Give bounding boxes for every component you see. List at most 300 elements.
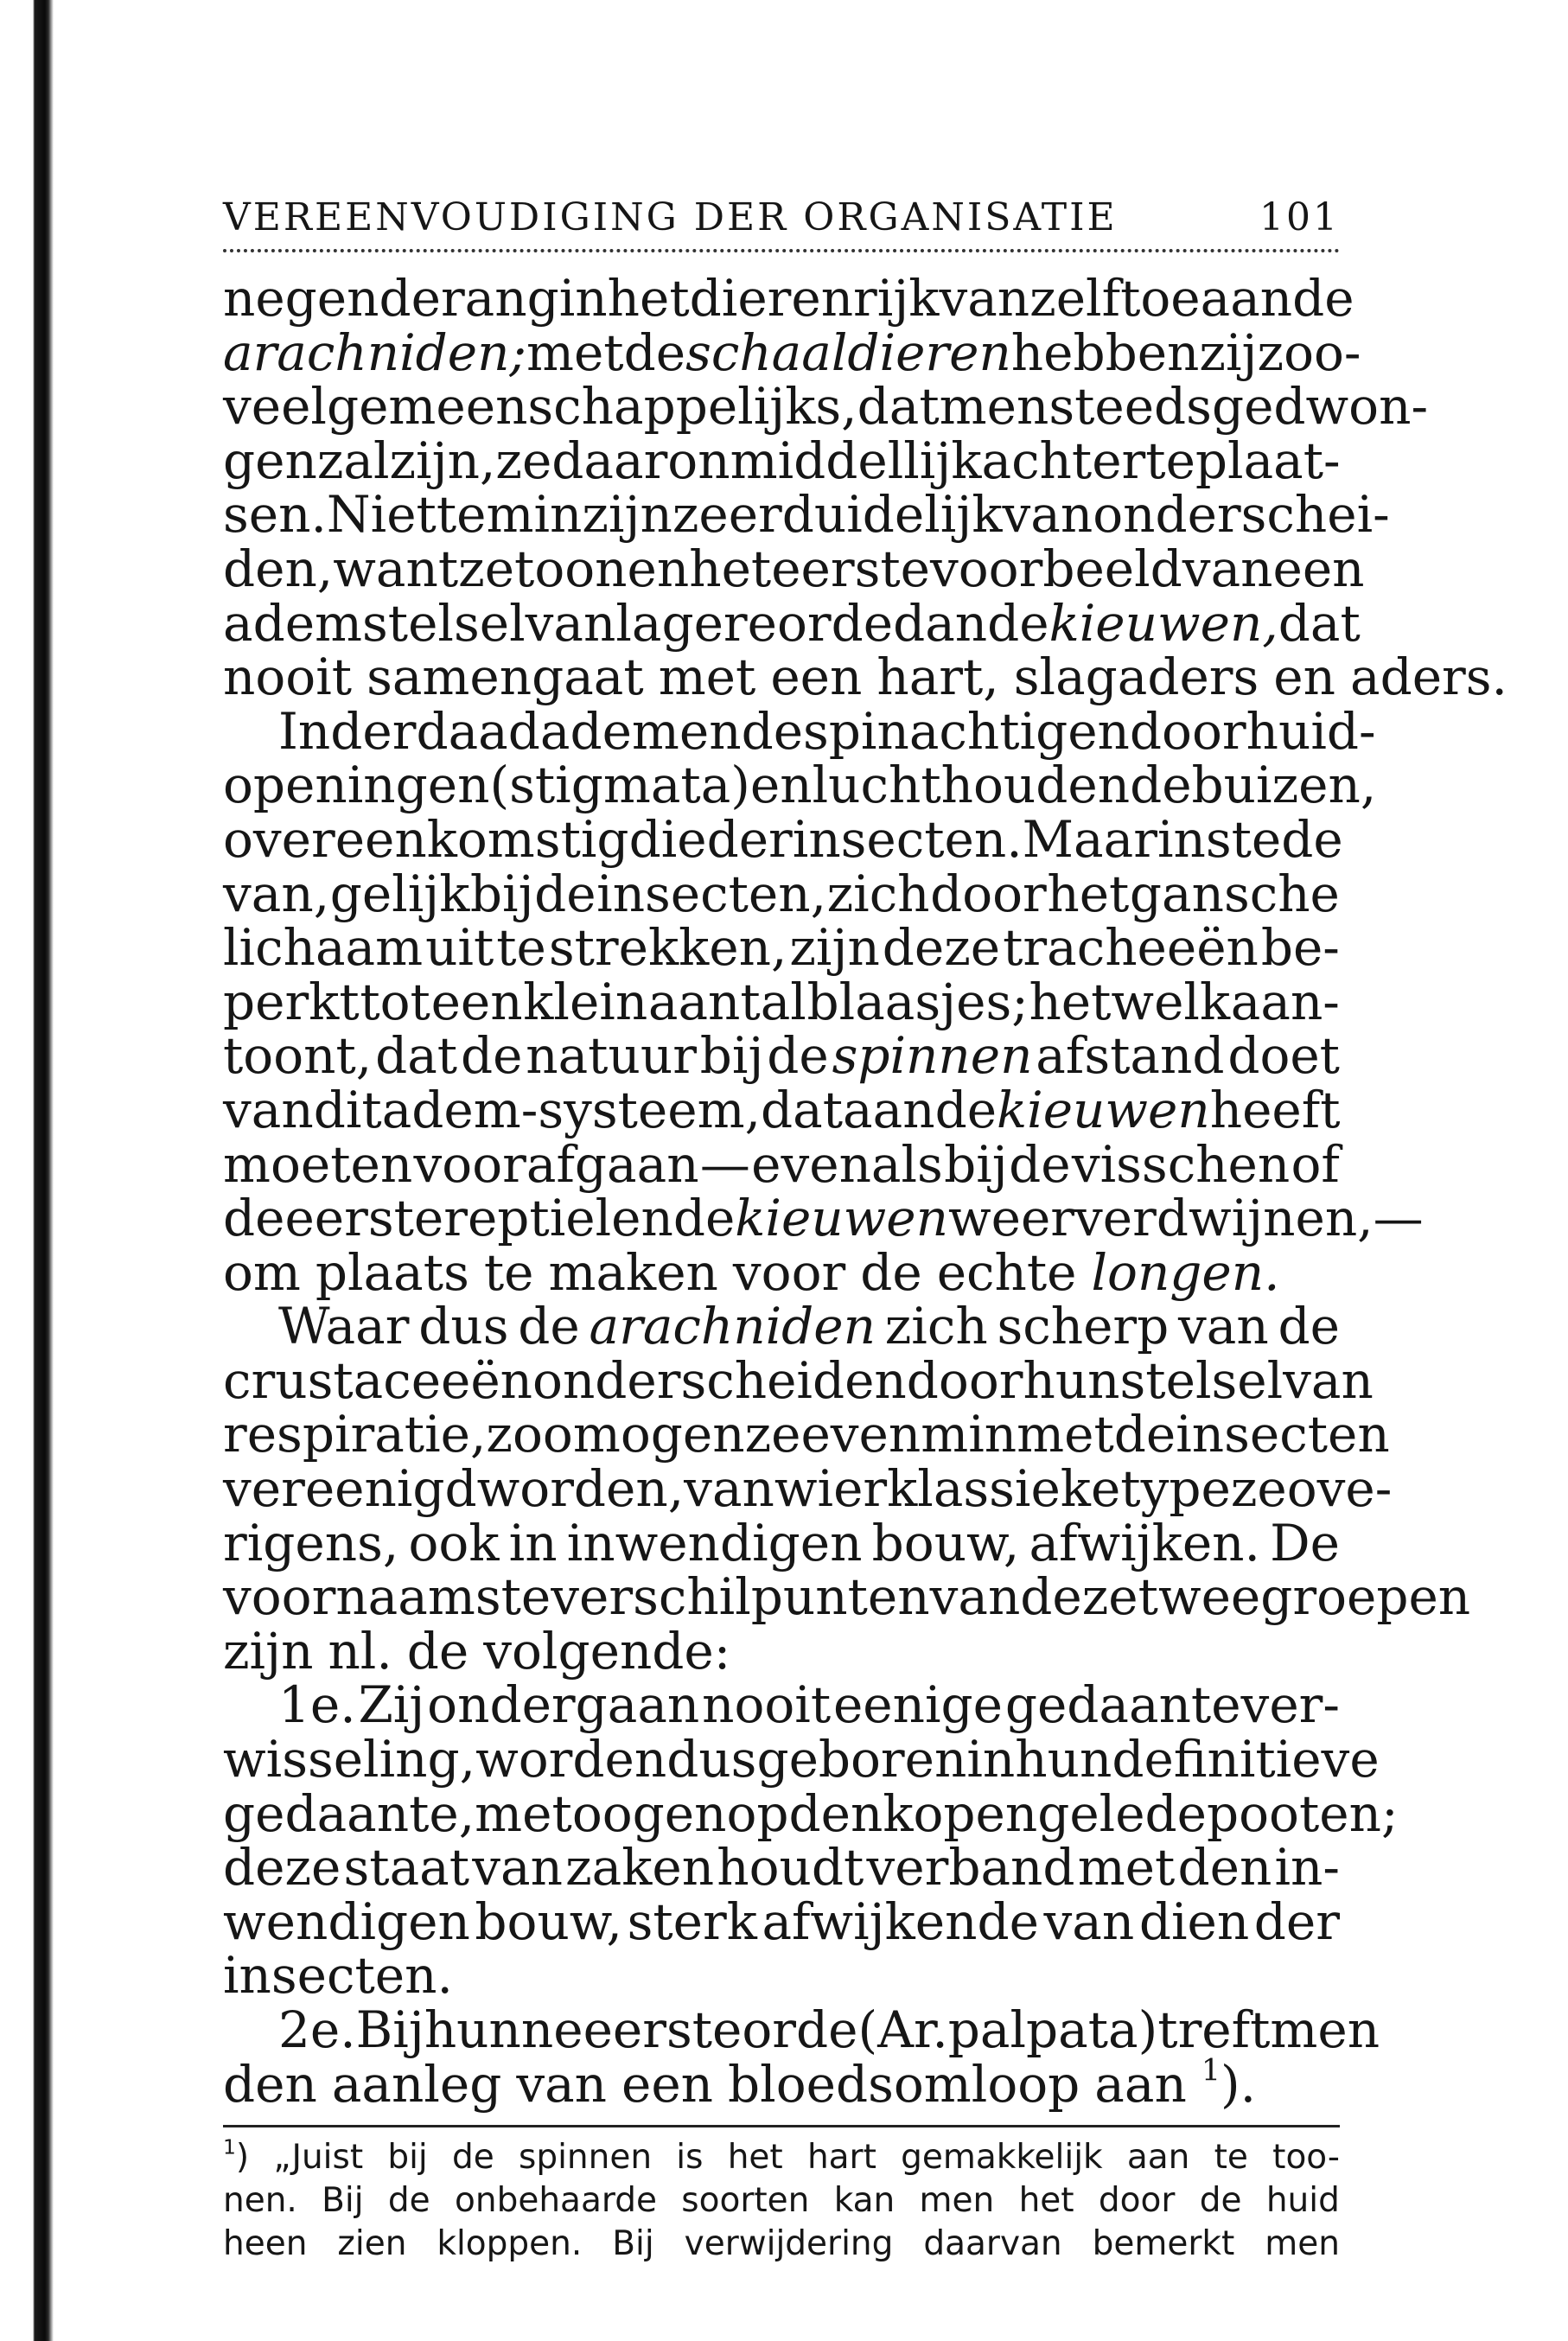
word: dien bbox=[1138, 1891, 1250, 1951]
word: de bbox=[223, 1189, 285, 1248]
word: type bbox=[1120, 1459, 1231, 1519]
word: onderscheiden bbox=[532, 1350, 907, 1410]
word: van bbox=[929, 1567, 1021, 1627]
word: eerste bbox=[583, 2000, 743, 2059]
word: bij bbox=[944, 1134, 1008, 1194]
word: moeten bbox=[223, 1134, 413, 1194]
text-line bbox=[223, 647, 1507, 707]
word: dat bbox=[761, 1080, 844, 1139]
word: twee bbox=[1138, 1567, 1261, 1627]
word: steeds bbox=[1049, 377, 1212, 437]
text-line bbox=[223, 1783, 1399, 1843]
word: om bbox=[223, 1242, 301, 1302]
word: men bbox=[1270, 2000, 1380, 2059]
word: gemeenschappelijks, bbox=[326, 377, 857, 437]
header-dotted-rule bbox=[223, 249, 1340, 252]
word: stede bbox=[1205, 809, 1343, 869]
word: „Juist bbox=[273, 2138, 364, 2178]
word: de bbox=[452, 2138, 494, 2178]
text-line bbox=[223, 1946, 1340, 2006]
word: aan bbox=[1094, 2054, 1187, 2114]
word: 1e. bbox=[278, 1675, 356, 1735]
word: (Ar. bbox=[857, 2000, 948, 2059]
word: de bbox=[1278, 1297, 1340, 1356]
book-page bbox=[223, 195, 1507, 2266]
word: en bbox=[975, 1783, 1038, 1843]
word: scherp bbox=[997, 1297, 1170, 1356]
word: er bbox=[728, 485, 782, 545]
word: eerste bbox=[284, 1189, 444, 1248]
word: zijn bbox=[223, 1621, 314, 1681]
word: onderschei- bbox=[1093, 485, 1390, 545]
word: voorafgaan bbox=[413, 1134, 699, 1194]
word: aders. bbox=[1349, 647, 1507, 707]
word: dat bbox=[1278, 593, 1361, 653]
word: gelede bbox=[1037, 1783, 1207, 1843]
word: sen. bbox=[223, 485, 327, 545]
paragraph-first-line bbox=[223, 1299, 1340, 1354]
text-line bbox=[223, 918, 1340, 978]
word: be- bbox=[1260, 918, 1340, 978]
word: bemerkt bbox=[1092, 2224, 1235, 2264]
word: evenals bbox=[751, 1134, 943, 1194]
word: op bbox=[726, 1783, 789, 1843]
word: bij bbox=[469, 864, 534, 923]
word: een bbox=[770, 647, 863, 707]
word: ze bbox=[744, 1405, 801, 1464]
word: in- bbox=[1274, 1838, 1340, 1898]
word: gedaante, bbox=[223, 1783, 475, 1843]
word: de bbox=[934, 1080, 998, 1139]
word: eenige bbox=[832, 1675, 1003, 1735]
word: palpata) bbox=[947, 2000, 1158, 2059]
word: insecten. bbox=[792, 809, 1023, 869]
word: verdwijnen, bbox=[1074, 1189, 1374, 1248]
word: deze bbox=[882, 918, 1001, 978]
word: staat bbox=[343, 1838, 470, 1898]
word: kan bbox=[833, 2181, 896, 2221]
word: zoo- bbox=[1257, 322, 1361, 382]
word: hart, bbox=[876, 647, 999, 707]
word: in bbox=[558, 269, 608, 328]
word: bij bbox=[699, 1026, 764, 1086]
word: want bbox=[333, 539, 459, 598]
word: ze bbox=[495, 431, 552, 490]
text-line bbox=[223, 1242, 1340, 1302]
text-line bbox=[223, 1730, 1380, 1789]
word: blaasjes; bbox=[806, 972, 1029, 1031]
word: hetwelk bbox=[1029, 972, 1231, 1031]
word: orde bbox=[776, 593, 894, 653]
word: de bbox=[387, 2181, 430, 2221]
word: van, bbox=[223, 864, 330, 923]
word: Waar bbox=[278, 1297, 410, 1356]
word: Bij bbox=[322, 2181, 364, 2221]
word: deze bbox=[223, 1838, 341, 1898]
word: aantal bbox=[647, 972, 806, 1031]
word: bij bbox=[387, 2138, 428, 2178]
word: huid- bbox=[1246, 701, 1376, 761]
word: vereenigd bbox=[223, 1459, 477, 1519]
text-line bbox=[223, 322, 1361, 382]
word: toonen bbox=[514, 539, 690, 598]
word: tot bbox=[360, 972, 430, 1031]
word: wisseling, bbox=[223, 1730, 476, 1789]
word: toont, bbox=[223, 1026, 373, 1086]
word: nooit bbox=[223, 647, 353, 707]
word: gansche bbox=[1129, 864, 1340, 923]
word: plaats bbox=[315, 1242, 469, 1302]
word: het bbox=[727, 2138, 783, 2178]
text-line bbox=[223, 1513, 1340, 1572]
word: klein bbox=[523, 972, 648, 1031]
word: der bbox=[706, 809, 793, 869]
text-line bbox=[223, 1838, 1340, 1898]
word: $^1$) bbox=[223, 2134, 250, 2178]
word: aan- bbox=[1230, 972, 1340, 1031]
word: de bbox=[1113, 1405, 1176, 1464]
word: de bbox=[460, 1026, 523, 1086]
word: gen bbox=[223, 431, 317, 490]
word: reptielen bbox=[443, 1189, 673, 1248]
word: ademen bbox=[539, 701, 742, 761]
word: 2e. bbox=[278, 2000, 356, 2059]
word: dierenrijk bbox=[689, 269, 940, 328]
word: volgende: bbox=[483, 1621, 731, 1681]
word: natuur bbox=[526, 1026, 697, 1086]
word: klassieke bbox=[887, 1459, 1121, 1519]
word: too- bbox=[1272, 2138, 1340, 2178]
word: van bbox=[1002, 485, 1093, 545]
word: oogen bbox=[571, 1783, 727, 1843]
word: en bbox=[749, 756, 813, 815]
footnote-rule bbox=[223, 2125, 1340, 2127]
paragraph-first-line bbox=[223, 701, 1376, 761]
word: wier bbox=[774, 1459, 888, 1519]
word: het bbox=[607, 269, 690, 328]
word: onbehaarde bbox=[455, 2181, 657, 2221]
word: afwijkende bbox=[762, 1891, 1039, 1951]
text-line bbox=[223, 539, 1365, 598]
word: dat bbox=[857, 377, 940, 437]
word: aan bbox=[843, 1080, 935, 1139]
word: evenmin bbox=[800, 1405, 1017, 1464]
word: Inderdaad bbox=[278, 701, 540, 761]
word: te bbox=[483, 1242, 534, 1302]
word: tracheeën bbox=[1003, 918, 1259, 978]
word: eerste bbox=[771, 539, 930, 598]
word: groepen bbox=[1260, 1567, 1471, 1627]
word: de bbox=[1199, 2181, 1242, 2221]
text-line bbox=[223, 1891, 1340, 1951]
text-line bbox=[223, 1080, 1341, 1139]
word: van bbox=[684, 1459, 774, 1519]
word: zelf bbox=[1029, 269, 1121, 328]
list-item-first-line bbox=[223, 2000, 1380, 2059]
word: en bbox=[1273, 647, 1335, 707]
word: bouw, bbox=[871, 1513, 1020, 1572]
word: adem-systeem, bbox=[381, 1080, 762, 1139]
word: hunne bbox=[424, 2000, 583, 2059]
word: door bbox=[930, 864, 1047, 923]
word: de bbox=[623, 322, 686, 382]
word: door bbox=[906, 1350, 1023, 1410]
word: het bbox=[1047, 864, 1130, 923]
word: nl. bbox=[328, 1621, 392, 1681]
word: doet bbox=[1227, 1026, 1340, 1086]
word: zijn bbox=[582, 485, 672, 545]
word: men bbox=[1265, 2224, 1340, 2264]
word: toe bbox=[1120, 269, 1201, 328]
word: of bbox=[1291, 1134, 1340, 1194]
word: zich bbox=[826, 864, 930, 923]
word: de bbox=[860, 1242, 922, 1302]
page-number: 101 bbox=[1259, 195, 1340, 239]
text-line bbox=[223, 1189, 1424, 1248]
text-line bbox=[223, 269, 1354, 328]
word: hun bbox=[1015, 1730, 1112, 1789]
word: afstand bbox=[1036, 1026, 1225, 1086]
word: den bbox=[1177, 1838, 1272, 1898]
word: ook bbox=[408, 1513, 500, 1572]
word: van bbox=[1043, 1891, 1135, 1951]
word: van bbox=[516, 2054, 608, 2114]
word: inwendigen bbox=[566, 1513, 863, 1572]
word: het bbox=[1018, 2181, 1074, 2221]
text-line bbox=[223, 1350, 1374, 1410]
word: slagaders bbox=[1013, 647, 1259, 707]
text-line bbox=[223, 1026, 1340, 1086]
word: daar bbox=[551, 431, 668, 490]
word: zaken bbox=[565, 1838, 715, 1898]
text-line bbox=[223, 809, 1343, 869]
word: voornaamste bbox=[223, 1567, 551, 1627]
word: gedaantever- bbox=[1004, 1675, 1340, 1735]
word: uit bbox=[425, 918, 494, 978]
chapter-title: VEREENVOUDIGING DER ORGANISATIE bbox=[223, 195, 1118, 239]
word: dan bbox=[893, 593, 988, 653]
word: Maar bbox=[1022, 809, 1157, 869]
word: geboren bbox=[756, 1730, 967, 1789]
word: kop bbox=[883, 1783, 976, 1843]
word: aan bbox=[1126, 2138, 1190, 2178]
word: te bbox=[1214, 2138, 1248, 2178]
word: pooten; bbox=[1207, 1783, 1399, 1843]
text-line bbox=[223, 1459, 1393, 1519]
word: gemakkelijk bbox=[901, 2138, 1103, 2178]
word: ove- bbox=[1286, 1459, 1393, 1519]
word: zien bbox=[337, 2224, 407, 2264]
word: zijn, bbox=[389, 431, 496, 490]
word: de bbox=[534, 864, 596, 923]
word: dus bbox=[666, 1730, 757, 1789]
word: huid bbox=[1265, 2181, 1340, 2221]
list-item-first-line bbox=[223, 1675, 1340, 1735]
word: den bbox=[223, 2054, 317, 2114]
word: ademstelsel bbox=[223, 593, 526, 653]
word: longen. bbox=[1091, 1242, 1280, 1302]
word: is bbox=[676, 2138, 704, 2178]
word: de bbox=[406, 1621, 469, 1681]
word: buizen, bbox=[1191, 756, 1377, 815]
running-head bbox=[223, 195, 1340, 249]
word: plaat- bbox=[1195, 431, 1341, 490]
footnote-line bbox=[223, 2223, 1340, 2266]
word: dus bbox=[418, 1297, 509, 1356]
word: houdt bbox=[717, 1838, 864, 1898]
word: gelijk bbox=[329, 864, 470, 923]
word: te bbox=[1145, 431, 1195, 490]
word: bloedsomloop bbox=[728, 2054, 1080, 2114]
text-line bbox=[223, 593, 1361, 653]
word: verwijdering bbox=[684, 2224, 894, 2264]
word: ze bbox=[672, 485, 729, 545]
word: zoo bbox=[486, 1405, 573, 1464]
text-line bbox=[223, 377, 1429, 437]
word: met bbox=[658, 647, 756, 707]
word: een bbox=[430, 972, 523, 1031]
word: den bbox=[788, 1783, 883, 1843]
word: spinnen bbox=[832, 1026, 1033, 1086]
word: rigens, bbox=[223, 1513, 399, 1572]
word: van bbox=[1178, 1297, 1269, 1356]
word: de bbox=[767, 1026, 829, 1086]
word: hebben bbox=[1010, 322, 1200, 382]
word: men bbox=[939, 377, 1049, 437]
word: van bbox=[1182, 539, 1273, 598]
word: lichaam bbox=[223, 918, 424, 978]
word: Bij bbox=[355, 2000, 424, 2059]
word: zal bbox=[316, 431, 390, 490]
word: het bbox=[689, 539, 772, 598]
word: hart bbox=[806, 2138, 876, 2178]
word: stelsel bbox=[1119, 1350, 1284, 1410]
text-line bbox=[223, 972, 1340, 1031]
word: met bbox=[1077, 1838, 1176, 1898]
word: achter bbox=[981, 431, 1146, 490]
word: van bbox=[939, 269, 1030, 328]
text-line bbox=[223, 1567, 1471, 1627]
word: Zij bbox=[358, 1675, 425, 1735]
word: die bbox=[628, 809, 707, 869]
word: nooit bbox=[702, 1675, 832, 1735]
word: met bbox=[475, 1783, 572, 1843]
word: orde bbox=[742, 2000, 858, 2059]
word: — bbox=[1373, 1189, 1424, 1248]
word: lagere bbox=[615, 593, 777, 653]
word: voor bbox=[732, 1242, 846, 1302]
word: de bbox=[741, 701, 804, 761]
word: worden, bbox=[476, 1459, 685, 1519]
book-binding-edge bbox=[0, 0, 54, 2341]
footnote-line bbox=[223, 2179, 1340, 2223]
word: dat bbox=[375, 1026, 458, 1086]
word: dit bbox=[313, 1080, 382, 1139]
word: duidelijk bbox=[781, 485, 1003, 545]
body-text bbox=[223, 269, 1507, 2114]
word: visschen bbox=[1071, 1134, 1291, 1194]
text-line bbox=[223, 1621, 1340, 1681]
word: in bbox=[966, 1730, 1016, 1789]
word: insecten. bbox=[223, 1946, 453, 2006]
word: voorbeeld bbox=[930, 539, 1182, 598]
word: den, bbox=[223, 539, 334, 598]
word: mogen bbox=[572, 1405, 745, 1464]
word: sterk bbox=[627, 1891, 757, 1951]
word: kloppen. bbox=[437, 2224, 583, 2264]
word: insecten, bbox=[596, 864, 827, 923]
word: de bbox=[1292, 269, 1354, 328]
word: schaaldieren bbox=[685, 322, 1011, 382]
word: echte bbox=[936, 1242, 1077, 1302]
word: van bbox=[223, 1080, 314, 1139]
word: spinnen bbox=[519, 2138, 653, 2178]
word: wendigen bbox=[223, 1891, 470, 1951]
word: de bbox=[672, 1189, 736, 1248]
word: verband bbox=[866, 1838, 1075, 1898]
word: daarvan bbox=[923, 2224, 1062, 2264]
word: negende bbox=[223, 269, 441, 328]
footnote-line bbox=[223, 2136, 1340, 2179]
word: met bbox=[1017, 1405, 1114, 1464]
word: door bbox=[1098, 2181, 1176, 2221]
word: $^1$). bbox=[1201, 2053, 1257, 2114]
word: de bbox=[987, 593, 1049, 653]
word: aan bbox=[1200, 269, 1293, 328]
word: door bbox=[1129, 701, 1246, 761]
word: gedwon- bbox=[1211, 377, 1429, 437]
word: maken bbox=[548, 1242, 718, 1302]
text-line bbox=[223, 431, 1341, 490]
word: van bbox=[525, 593, 616, 653]
text-line bbox=[223, 2053, 1340, 2114]
word: respiratie, bbox=[223, 1405, 487, 1464]
word: deze bbox=[1020, 1567, 1138, 1627]
word: de bbox=[518, 1297, 580, 1356]
word: crustaceeën bbox=[223, 1350, 533, 1410]
word: een bbox=[621, 2054, 714, 2114]
word: De bbox=[1270, 1513, 1340, 1572]
footnote bbox=[223, 2136, 1340, 2266]
word: heeft bbox=[1209, 1080, 1341, 1139]
word: worden bbox=[475, 1730, 667, 1789]
word: perkt bbox=[223, 972, 360, 1031]
word: soorten bbox=[681, 2181, 810, 2221]
word: ze bbox=[458, 539, 515, 598]
word: van bbox=[472, 1838, 563, 1898]
word: (stigmata) bbox=[489, 756, 750, 815]
word: bouw, bbox=[475, 1891, 622, 1951]
word: men bbox=[919, 2181, 995, 2221]
word: een bbox=[1272, 539, 1365, 598]
word: openingen bbox=[223, 756, 490, 815]
word: aanleg bbox=[331, 2054, 502, 2114]
word: — bbox=[699, 1134, 750, 1194]
word: van bbox=[1283, 1350, 1374, 1410]
word: onmiddellijk bbox=[667, 431, 982, 490]
word: treft bbox=[1157, 2000, 1271, 2059]
word: met bbox=[526, 322, 624, 382]
word: nen. bbox=[223, 2181, 297, 2221]
word: insecten bbox=[1176, 1405, 1390, 1464]
word: Bij bbox=[612, 2224, 654, 2264]
word: samengaat bbox=[367, 647, 644, 707]
word: kieuwen, bbox=[1049, 593, 1278, 653]
word: Niettemin bbox=[326, 485, 583, 545]
word: kieuwen bbox=[735, 1189, 948, 1248]
word: arachniden bbox=[589, 1297, 876, 1356]
word: ze bbox=[1230, 1459, 1287, 1519]
